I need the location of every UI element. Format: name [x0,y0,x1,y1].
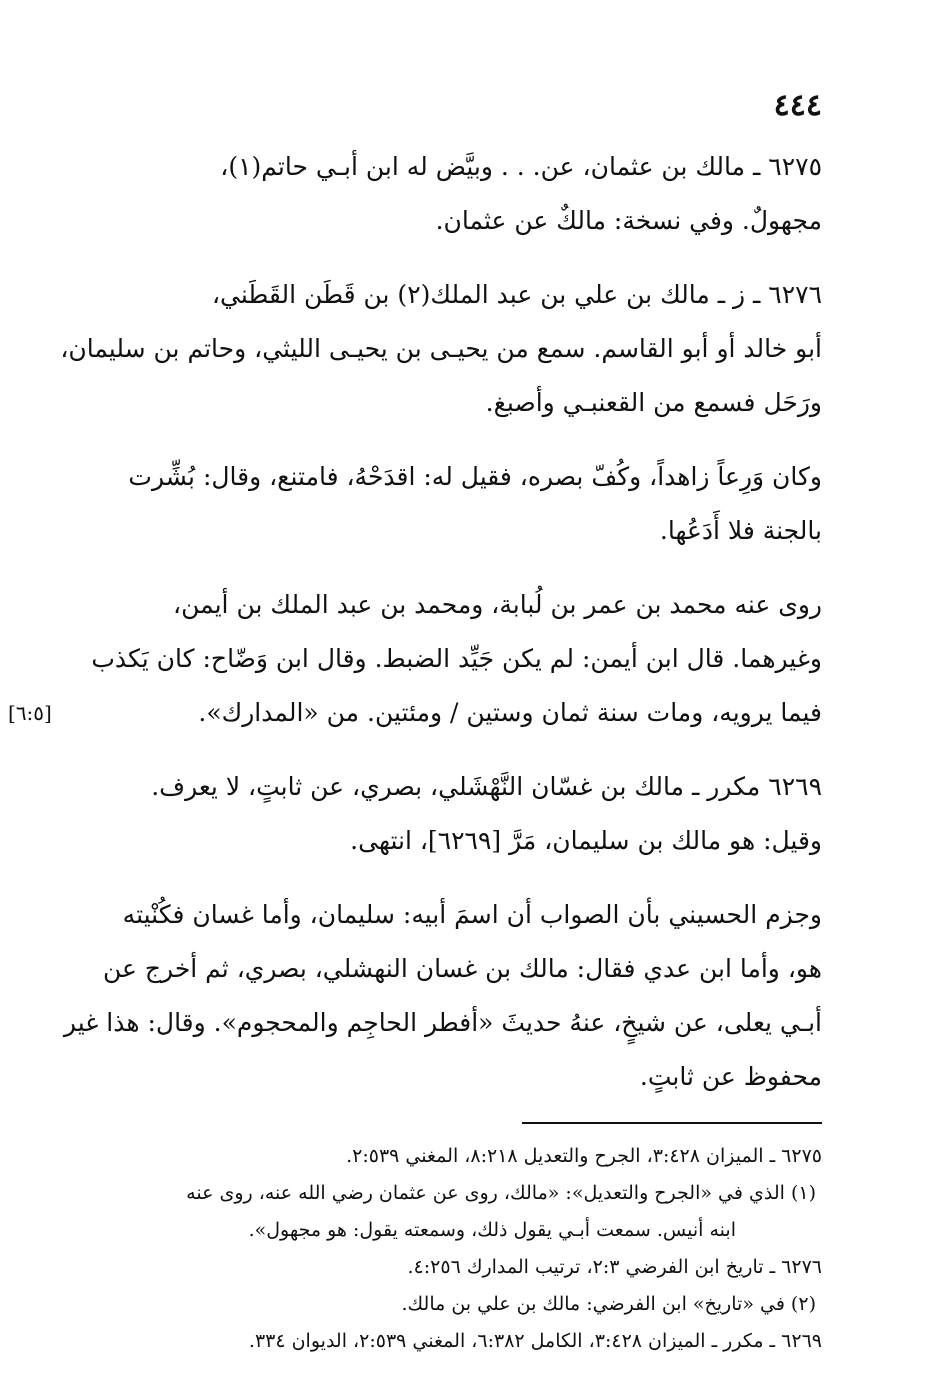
entry-line: هو، وأما ابن عدي فقال: مالك بن غسان النهشلي، بصري، ثم أخرج عن [103,954,822,983]
entry-6275 [92,140,822,248]
entry-line: بالجنة فلا أَدَعُها. [659,516,822,545]
entry-line: ٦٢٦٩ مكرر ـ مالك بن غسّان النَّهْشَلي، بصري، عن ثابتٍ، لا يعرف. [151,772,822,801]
entry-line: أبـي يعلى، عن شيخٍ، عنهُ حديثَ «أفطر الحاجِم والمحجوم». وقال: هذا غير [63,1008,822,1037]
entry-6276-piety [92,450,822,558]
entry-6269-commentary [63,888,822,1104]
footnote-1: (١) الذي في «الجرح والتعديل»: «مالك، روى عن عثمان رضي الله عنه، روى عنه [186,1182,816,1204]
entry-line: محفوظ عن ثابتٍ. [639,1062,822,1091]
entry-line: أبو خالد أو أبو القاسم. سمع من يحيـى بن يحيـى الليثي، وحاتم بن سليمان، [60,334,822,363]
entry-line: مجهولٌ. وفي نسخة: مالكٌ عن عثمان. [435,206,822,235]
entry-6276 [60,268,822,430]
entry-line: وقيل: هو مالك بن سليمان، مَرَّ [٦٢٦٩]، انتهى. [350,826,822,855]
entry-line: ٦٢٧٦ ـ ز ـ مالك بن علي بن عبد الملك(٢) بن قَطَن القَطَني، [211,280,822,309]
footnote-1-continued: ابنه أنيس. سمعت أبـي يقول ذلك، وسمعته يقول: هو مجهول». [248,1219,736,1241]
entry-line: روى عنه محمد بن عمر بن لُبابة، ومحمد بن عبد الملك بن أيمن، [173,590,822,619]
footnote-2: (٢) في «تاريخ» ابن الفرضي: مالك بن علي بن مالك. [401,1293,816,1315]
entry-line [8,686,822,740]
footnote-source-6269: ٦٢٦٩ ـ مكرر ـ الميزان ٣:٤٢٨، الكامل ٦:٣٨٢، المغني ٢:٥٣٩، الديوان ٣٣٤. [248,1330,822,1352]
entry-6269-repeat [92,760,822,868]
entry-line: وغيرهما. قال ابن أيمن: لم يكن جَيِّد الضبط. وقال ابن وَضّاح: كان يَكذب [91,644,822,673]
entry-line: وكان وَرِعاً زاهداً، وكُفّ بصره، فقيل له: اقدَحْهُ، فامتنع، وقال: بُشِّرت [128,462,822,491]
page-body [8,88,822,1362]
entry-line: ورَحَل فسمع من القعنبـي وأصبغ. [485,388,822,417]
footnote-source-6275: ٦٢٧٥ ـ الميزان ٣:٤٢٨، الجرح والتعديل ٨:٢١٨، المغني ٢:٥٣٩. [346,1145,822,1167]
margin-reference: [٦:٥] [8,701,52,725]
entry-line-text: فيما يرويه، ومات سنة ثمان وستين / ومئتين. من «المدارك». [198,698,822,727]
page-number: ٤٤٤ [773,88,822,123]
entry-line: وجزم الحسيني بأن الصواب أن اسمَ أبيه: سليمان، وأما غسان فكُنْيته [122,900,822,929]
entry-line: ٦٢٧٥ ـ مالك بن عثمان، عن. . . وبيَّض له ابن أبـي حاتم(١)، [220,152,822,181]
footnote-divider [522,1122,822,1124]
footnote-source-6276: ٦٢٧٦ ـ تاريخ ابن الفرضي ٢:٣، ترتيب المدارك ٤:٢٥٦. [407,1256,822,1278]
entry-6276-narrators [8,578,822,740]
